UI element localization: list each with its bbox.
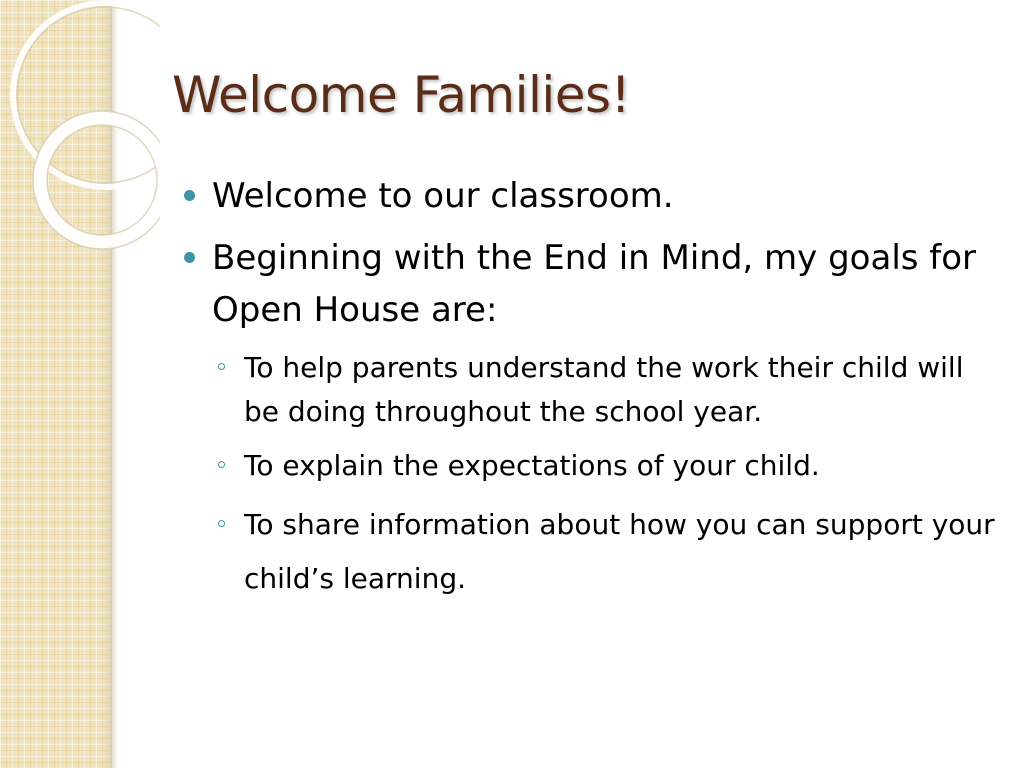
sub-bullet-list xyxy=(212,346,1000,606)
filled-circle-bullet-icon xyxy=(184,190,195,201)
sub-bullet-item xyxy=(212,346,1000,434)
hollow-circle-bullet-icon xyxy=(218,461,225,468)
sub-bullet-text: To help parents understand the work their child will be doing throughout the school year. xyxy=(244,351,964,428)
bullet-text: Welcome to our classroom. xyxy=(212,176,674,216)
slide-title: Welcome Families! xyxy=(172,66,631,124)
bullet-item xyxy=(180,170,1000,222)
hollow-circle-bullet-icon xyxy=(218,363,225,370)
sub-bullet-item xyxy=(212,444,1000,488)
decorative-rings xyxy=(0,0,160,260)
sub-bullet-text: To explain the expectations of your child. xyxy=(244,449,820,482)
hollow-circle-bullet-icon xyxy=(218,520,225,527)
bullet-item xyxy=(180,232,1000,606)
filled-circle-bullet-icon xyxy=(184,252,195,263)
bullet-list xyxy=(180,170,1000,616)
sub-bullet-text: To share information about how you can support your child’s learning. xyxy=(244,508,995,595)
sub-bullet-item xyxy=(212,498,1000,606)
bullet-text: Beginning with the End in Mind, my goals for Open House are: xyxy=(212,238,977,330)
